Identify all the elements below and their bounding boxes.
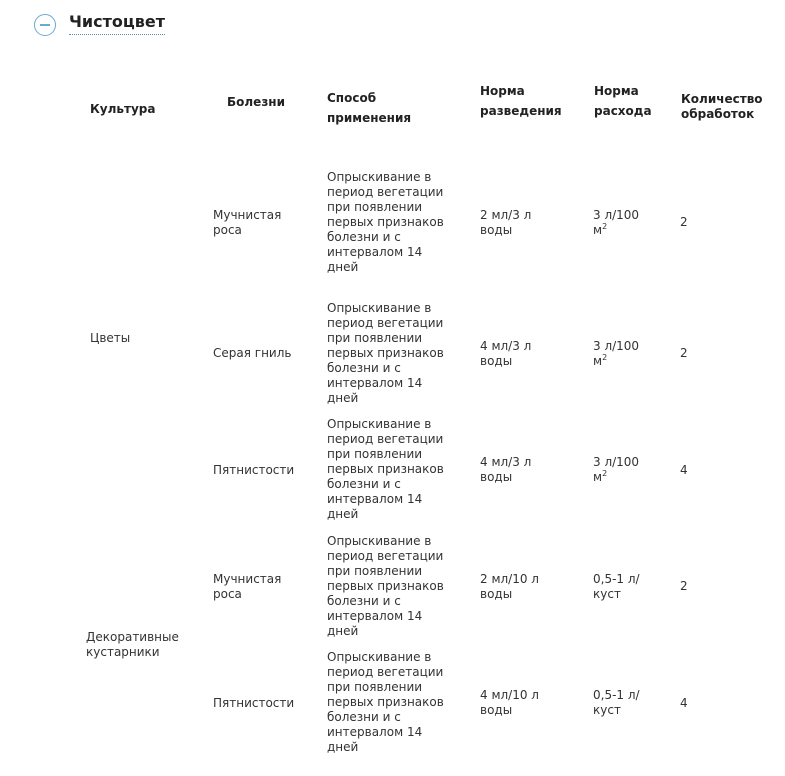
- disease-cell: Серая гниль: [213, 346, 292, 360]
- consumption-value: 3 л/100 м: [593, 208, 640, 237]
- consumption-sup: 2: [602, 222, 608, 231]
- count-cell: 4: [680, 696, 688, 710]
- count-cell: 2: [680, 215, 688, 229]
- culture-label: Цветы: [90, 331, 131, 345]
- method-cell: Опрыскивание в период вегетации при появлении первых признаков болезни и с интервалом 14 дней: [327, 417, 444, 521]
- disease-cell: Мучнистая роса: [213, 572, 282, 601]
- section-title[interactable]: Чистоцвет: [69, 12, 165, 35]
- dilution-cell: 2 мл/10 л воды: [480, 572, 539, 601]
- consumption-cell: 0,5-1 л/куст: [593, 572, 640, 601]
- dilution-cell: 2 мл/3 л воды: [480, 208, 532, 237]
- count-cell: 2: [680, 346, 688, 360]
- header-consumption: Норма расхода: [594, 84, 652, 118]
- consumption-cell: [593, 339, 653, 369]
- consumption-cell: [593, 455, 653, 485]
- dilution-cell: 4 мл/3 л воды: [480, 455, 532, 484]
- header-count: Количество обработок: [681, 92, 763, 121]
- header-dilution: Норма разведения: [480, 84, 562, 118]
- consumption-value: 3 л/100 м: [593, 455, 640, 484]
- culture-label: Декоративные кустарники: [86, 630, 179, 659]
- method-cell: Опрыскивание в период вегетации при появлении первых признаков болезни и с интервалом 14 дней: [327, 301, 444, 405]
- consumption-sup: 2: [602, 353, 608, 362]
- disease-cell: Пятнистости: [213, 696, 295, 710]
- consumption-cell: [593, 208, 653, 238]
- method-cell: Опрыскивание в период вегетации при появлении первых признаков болезни и с интервалом 14 дней: [327, 170, 444, 274]
- header-method: Способ применения: [327, 91, 412, 125]
- dilution-cell: 4 мл/3 л воды: [480, 339, 532, 368]
- dilution-cell: 4 мл/10 л воды: [480, 688, 539, 717]
- header-culture: Культура: [90, 102, 156, 116]
- disease-cell: Мучнистая роса: [213, 208, 282, 237]
- method-cell: Опрыскивание в период вегетации при появлении первых признаков болезни и с интервалом 14 дней: [327, 534, 444, 638]
- consumption-cell: 0,5-1 л/куст: [593, 688, 640, 717]
- consumption-value: 3 л/100 м: [593, 339, 640, 368]
- header-diseases: Болезни: [227, 95, 285, 109]
- consumption-sup: 2: [602, 469, 608, 478]
- collapse-toggle-icon[interactable]: [34, 14, 56, 36]
- method-cell: Опрыскивание в период вегетации при появлении первых признаков болезни и с интервалом 14 дней: [327, 650, 444, 754]
- disease-cell: Пятнистости: [213, 463, 295, 477]
- count-cell: 2: [680, 579, 688, 593]
- count-cell: 4: [680, 463, 688, 477]
